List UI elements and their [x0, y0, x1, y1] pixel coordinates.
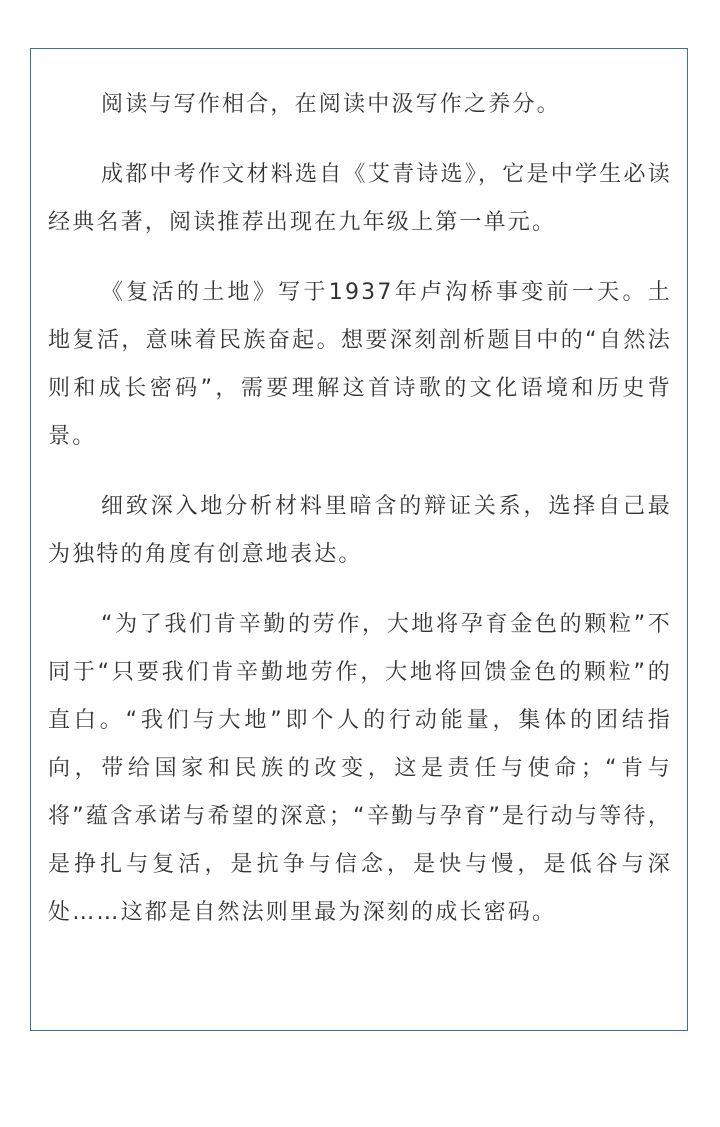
- article-frame: [30, 48, 688, 1031]
- article-body: [48, 81, 672, 959]
- paragraph-exam-material: 成都中考作文材料选自《艾青诗选》，它是中学生必读经典名著，阅读推荐出现在九年级上第一单元。: [48, 162, 672, 235]
- paragraph-poem-background: 《复活的土地》写于1937年卢沟桥事变前一天。土地复活，意味着民族奋起。想要深刻剖析题目中的“自然法则和成长密码”，需要理解这首诗歌的文化语境和历史背景。: [48, 280, 672, 449]
- paragraph-reading-writing: 阅读与写作相合，在阅读中汲写作之养分。: [101, 92, 561, 117]
- paragraph-growth-code: “为了我们肯辛勤的劳作，大地将孕育金色的颗粒”不同于“只要我们肯辛勤地劳作，大地将回馈金色的颗粒”的直白。“我们与大地”即个人的行动能量，集体的团结指向，带给国家和民族的改变，这是责任与使命；“肯与将”蕴含承诺与希望的深意；“辛勤与孕育”是行动与等待，是挣扎与复活，是抗争与信念，是快与慢，是低谷与深处……这都是自然法则里最为深刻的成长密码。: [48, 612, 672, 925]
- paragraph-dialectic-analysis: 细致深入地分析材料里暗含的辩证关系，选择自己最为独特的角度有创意地表达。: [48, 494, 672, 567]
